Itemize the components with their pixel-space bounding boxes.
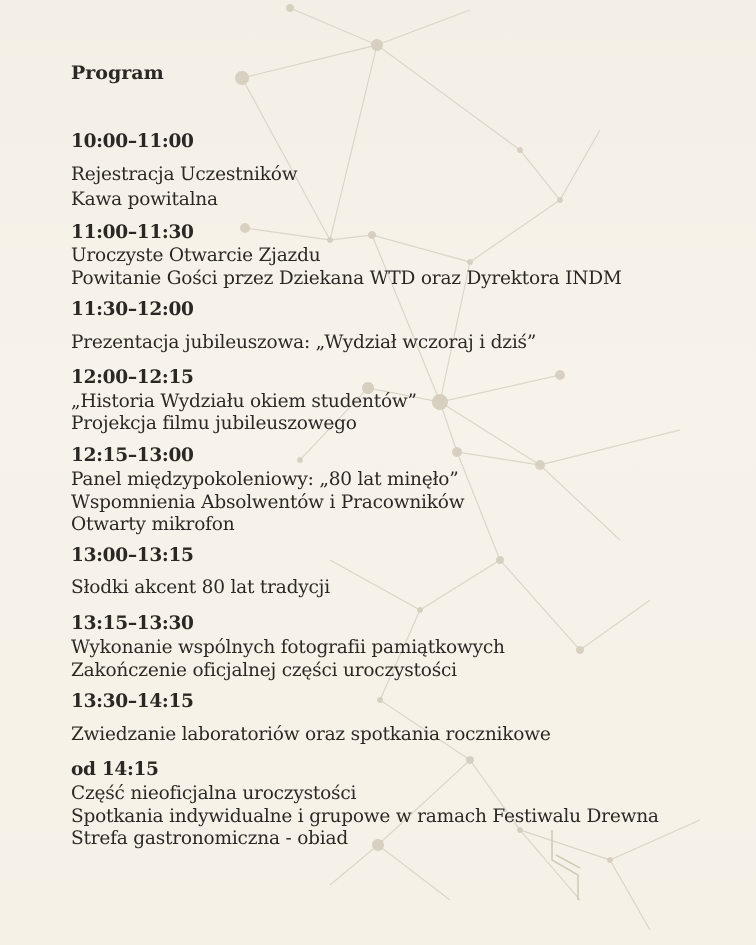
program-item: Część nieoficjalna uroczystości (71, 783, 357, 804)
program-item: Prezentacja jubileuszowa: „Wydział wczoraj i dziś” (71, 332, 537, 353)
time-slot-2: 11:00–11:30 (71, 222, 194, 243)
time-slot-5: 12:15–13:00 (71, 445, 194, 466)
program-item: Projekcja filmu jubileuszowego (71, 413, 357, 434)
program-item: Uroczyste Otwarcie Zjazdu (71, 245, 321, 266)
program-item: Powitanie Gości przez Dziekana WTD oraz Dyrektora INDM (71, 268, 622, 289)
program-item: Strefa gastronomiczna - obiad (71, 828, 348, 849)
program-item: Zakończenie oficjalnej części uroczystości (71, 660, 457, 681)
time-slot-8: 13:30–14:15 (71, 691, 194, 712)
program-item: Wykonanie wspólnych fotografii pamiątkowych (71, 637, 505, 658)
time-slot-9: od 14:15 (71, 759, 159, 780)
program-item: Panel międzypokoleniowy: „80 lat minęło” (71, 469, 459, 490)
time-slot-7: 13:15–13:30 (71, 613, 194, 634)
program-item: Spotkania indywidualne i grupowe w ramach Festiwalu Drewna (71, 806, 659, 827)
time-slot-4: 12:00–12:15 (71, 367, 194, 388)
time-slot-1: 10:00–11:00 (71, 131, 194, 152)
program-item: Słodki akcent 80 lat tradycji (71, 577, 330, 598)
program-item: Otwarty mikrofon (71, 514, 235, 535)
time-slot-3: 11:30–12:00 (71, 299, 194, 320)
time-slot-6: 13:00–13:15 (71, 545, 194, 566)
program-item: „Historia Wydziału okiem studentów” (71, 391, 417, 412)
program-item: Zwiedzanie laboratoriów oraz spotkania rocznikowe (71, 724, 551, 745)
program-item: Rejestracja Uczestników (71, 164, 298, 185)
program-heading: Program (71, 62, 164, 84)
program-item: Kawa powitalna (71, 189, 218, 210)
program-item: Wspomnienia Absolwentów i Pracowników (71, 492, 465, 513)
